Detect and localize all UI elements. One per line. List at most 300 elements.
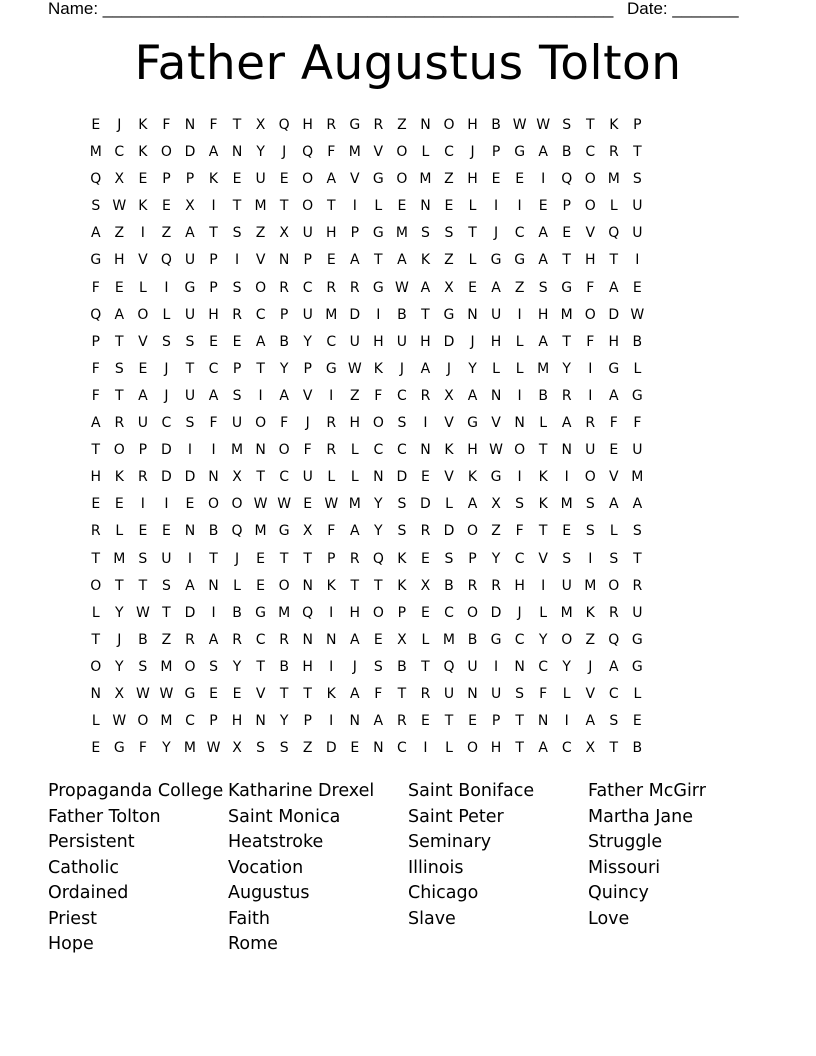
grid-letter: D bbox=[161, 469, 172, 486]
grid-letter: V bbox=[373, 144, 384, 161]
grid-letter: N bbox=[208, 469, 219, 486]
grid-letter: A bbox=[491, 279, 501, 296]
grid-letter: N bbox=[302, 631, 313, 648]
grid-letter: W bbox=[112, 198, 127, 215]
grid-letter: S bbox=[138, 658, 148, 675]
grid-letter: R bbox=[608, 604, 619, 621]
grid-letter: A bbox=[420, 279, 431, 296]
grid-letter: A bbox=[538, 144, 548, 161]
grid-letter: L bbox=[115, 523, 124, 540]
grid-letter: V bbox=[609, 469, 619, 486]
grid-letter: T bbox=[91, 550, 101, 567]
grid-letter: Z bbox=[161, 631, 172, 648]
grid-letter: P bbox=[279, 306, 289, 323]
grid-letter: X bbox=[185, 198, 195, 215]
grid-letter: E bbox=[138, 523, 148, 540]
grid-letter: O bbox=[113, 442, 125, 459]
grid-row bbox=[84, 356, 744, 383]
word-item: Martha Jane bbox=[588, 806, 693, 827]
grid-letter: C bbox=[396, 740, 407, 757]
grid-letter: P bbox=[138, 442, 148, 459]
grid-letter: R bbox=[420, 387, 431, 404]
grid-row bbox=[84, 437, 744, 464]
grid-letter: T bbox=[609, 252, 619, 269]
grid-letter: C bbox=[255, 306, 266, 323]
grid-letter: A bbox=[90, 415, 101, 432]
grid-letter: I bbox=[234, 252, 240, 269]
grid-letter: E bbox=[91, 740, 101, 757]
grid-letter: I bbox=[211, 604, 216, 621]
grid-letter: X bbox=[444, 279, 454, 296]
grid-letter: I bbox=[588, 550, 593, 567]
grid-letter: G bbox=[561, 279, 573, 296]
grid-row bbox=[84, 139, 744, 166]
grid-letter: W bbox=[159, 685, 174, 702]
grid-letter: W bbox=[112, 713, 127, 730]
grid-letter: U bbox=[231, 415, 243, 432]
grid-letter: G bbox=[372, 171, 384, 188]
grid-letter: A bbox=[609, 279, 619, 296]
grid-letter: H bbox=[467, 117, 478, 133]
grid-letter: M bbox=[560, 604, 573, 621]
word-column bbox=[48, 779, 228, 958]
grid-letter: R bbox=[326, 442, 337, 459]
grid-letter: D bbox=[184, 144, 196, 161]
grid-letter: F bbox=[138, 740, 147, 757]
grid-letter: O bbox=[584, 469, 596, 486]
grid-letter: S bbox=[373, 658, 383, 675]
word-item: Faith bbox=[228, 908, 270, 929]
grid-letter: M bbox=[278, 604, 291, 621]
grid-letter: Z bbox=[302, 740, 313, 757]
grid-letter: N bbox=[326, 631, 337, 648]
grid-letter: P bbox=[209, 279, 218, 296]
name-field[interactable]: Name: ______________________________________________________ bbox=[48, 0, 614, 18]
grid-letter: I bbox=[517, 387, 522, 404]
letter-grid bbox=[84, 112, 744, 762]
grid-letter: B bbox=[538, 387, 548, 404]
grid-letter: C bbox=[208, 360, 219, 377]
grid-letter: A bbox=[350, 685, 360, 702]
grid-letter: N bbox=[90, 685, 102, 702]
word-item: Propaganda College bbox=[48, 781, 224, 801]
grid-letter: M bbox=[325, 306, 338, 323]
grid-letter: K bbox=[444, 442, 454, 459]
grid-letter: B bbox=[561, 144, 572, 161]
grid-letter: L bbox=[162, 306, 171, 323]
grid-letter: K bbox=[585, 604, 595, 621]
grid-letter: I bbox=[423, 740, 428, 757]
grid-letter: A bbox=[609, 387, 619, 404]
grid-letter: G bbox=[443, 306, 455, 323]
grid-letter: F bbox=[374, 387, 383, 404]
grid-letter: H bbox=[349, 604, 361, 621]
grid-letter: Z bbox=[255, 225, 266, 242]
grid-letter: I bbox=[494, 658, 499, 675]
grid-letter: E bbox=[326, 252, 336, 269]
header-row bbox=[48, 0, 748, 20]
grid-letter: G bbox=[349, 117, 361, 133]
grid-letter: G bbox=[490, 252, 502, 269]
grid-letter: E bbox=[91, 496, 101, 513]
grid-letter: Z bbox=[114, 225, 125, 242]
grid-letter: U bbox=[302, 306, 313, 323]
grid-letter: R bbox=[326, 415, 337, 432]
grid-letter: O bbox=[137, 713, 149, 730]
grid-letter: U bbox=[137, 415, 148, 432]
grid-letter: A bbox=[538, 740, 548, 757]
grid-letter: X bbox=[279, 225, 289, 242]
grid-letter: D bbox=[420, 496, 431, 513]
grid-letter: O bbox=[584, 171, 596, 188]
grid-letter: Y bbox=[562, 360, 571, 377]
word-item: Heatstroke bbox=[228, 832, 324, 852]
grid-letter: S bbox=[562, 117, 572, 133]
grid-letter: M bbox=[419, 171, 432, 188]
grid-letter: M bbox=[560, 496, 573, 513]
grid-letter: Y bbox=[279, 713, 289, 730]
grid-letter: P bbox=[162, 171, 171, 188]
grid-letter: V bbox=[491, 415, 501, 432]
grid-letter: I bbox=[517, 198, 522, 215]
date-field[interactable]: Date: _______ bbox=[627, 0, 739, 18]
grid-letter: A bbox=[420, 360, 431, 377]
grid-letter: S bbox=[585, 523, 595, 540]
grid-letter: C bbox=[279, 469, 290, 486]
grid-letter: F bbox=[374, 685, 383, 702]
grid-letter: C bbox=[396, 442, 407, 459]
grid-letter: M bbox=[442, 631, 456, 648]
grid-letter: A bbox=[467, 496, 478, 513]
grid-letter: O bbox=[396, 144, 408, 161]
grid-letter: I bbox=[140, 225, 145, 242]
grid-letter: L bbox=[350, 442, 359, 459]
grid-letter: U bbox=[443, 685, 455, 702]
grid-letter: J bbox=[234, 550, 240, 567]
grid-letter: E bbox=[468, 279, 477, 296]
grid-letter: D bbox=[325, 740, 337, 757]
grid-letter: M bbox=[560, 306, 573, 323]
grid-letter: E bbox=[185, 496, 195, 513]
grid-letter: B bbox=[208, 523, 219, 540]
grid-letter: K bbox=[467, 469, 478, 486]
grid-letter: X bbox=[491, 496, 501, 513]
grid-letter: J bbox=[164, 387, 169, 404]
grid-row bbox=[84, 491, 744, 518]
grid-letter: C bbox=[514, 550, 525, 567]
grid-letter: P bbox=[303, 360, 312, 377]
grid-letter: X bbox=[397, 631, 407, 648]
grid-letter: N bbox=[420, 198, 431, 215]
grid-letter: Z bbox=[161, 225, 172, 242]
grid-letter: J bbox=[517, 604, 522, 621]
grid-letter: E bbox=[303, 496, 313, 513]
grid-letter: I bbox=[494, 198, 499, 215]
grid-letter: H bbox=[231, 713, 243, 730]
grid-row bbox=[84, 464, 744, 491]
grid-letter: F bbox=[91, 387, 100, 404]
grid-letter: K bbox=[609, 117, 619, 133]
grid-letter: S bbox=[632, 523, 642, 540]
grid-letter: J bbox=[164, 360, 169, 377]
grid-letter: H bbox=[373, 333, 384, 350]
grid-letter: F bbox=[91, 360, 100, 377]
grid-letter: R bbox=[326, 117, 337, 133]
grid-letter: H bbox=[349, 415, 361, 432]
grid-letter: T bbox=[468, 225, 477, 242]
grid-letter: R bbox=[585, 415, 596, 432]
grid-letter: E bbox=[421, 713, 430, 730]
grid-letter: N bbox=[467, 306, 478, 323]
grid-letter: M bbox=[254, 523, 267, 540]
grid-letter: X bbox=[420, 577, 431, 594]
grid-letter: C bbox=[514, 225, 525, 242]
grid-letter: E bbox=[562, 225, 572, 242]
grid-letter: F bbox=[586, 333, 595, 350]
grid-letter: H bbox=[302, 117, 313, 133]
grid-letter: T bbox=[562, 333, 571, 350]
grid-letter: T bbox=[256, 658, 265, 675]
grid-letter: U bbox=[632, 604, 643, 621]
grid-letter: T bbox=[585, 117, 595, 133]
grid-letter: S bbox=[185, 333, 195, 350]
grid-row bbox=[84, 193, 744, 220]
grid-letter: V bbox=[255, 252, 266, 269]
grid-letter: G bbox=[113, 740, 125, 757]
grid-letter: C bbox=[114, 144, 125, 161]
grid-letter: J bbox=[117, 631, 122, 648]
grid-letter: A bbox=[208, 144, 219, 161]
grid-letter: L bbox=[350, 469, 359, 486]
grid-letter: E bbox=[350, 740, 360, 757]
grid-letter: B bbox=[232, 604, 242, 621]
grid-letter: M bbox=[89, 144, 102, 161]
grid-letter: C bbox=[538, 658, 549, 675]
grid-letter: T bbox=[515, 713, 524, 730]
grid-letter: S bbox=[515, 685, 525, 702]
grid-letter: M bbox=[183, 740, 196, 757]
grid-letter: Q bbox=[231, 523, 243, 540]
grid-letter: N bbox=[255, 713, 266, 730]
grid-letter: R bbox=[279, 279, 290, 296]
grid-letter: K bbox=[397, 577, 407, 594]
grid-letter: T bbox=[279, 550, 289, 567]
grid-letter: R bbox=[138, 469, 148, 486]
grid-letter: Q bbox=[160, 252, 172, 269]
grid-letter: I bbox=[329, 387, 334, 404]
grid-letter: T bbox=[515, 740, 524, 757]
grid-letter: W bbox=[135, 604, 150, 621]
grid-letter: A bbox=[326, 171, 337, 188]
grid-letter: G bbox=[490, 631, 502, 648]
grid-letter: G bbox=[184, 279, 196, 296]
grid-letter: J bbox=[588, 658, 593, 675]
grid-letter: Y bbox=[491, 550, 501, 567]
page-title: Father Augustus Tolton bbox=[134, 36, 682, 91]
grid-letter: I bbox=[517, 306, 522, 323]
grid-letter: T bbox=[562, 252, 571, 269]
grid-letter: G bbox=[372, 225, 384, 242]
grid-letter: U bbox=[585, 442, 596, 459]
grid-letter: O bbox=[443, 117, 455, 133]
grid-letter: T bbox=[279, 198, 289, 215]
grid-letter: R bbox=[232, 631, 242, 648]
grid-letter: S bbox=[397, 523, 407, 540]
grid-letter: S bbox=[444, 550, 454, 567]
grid-letter: M bbox=[113, 550, 126, 567]
grid-letter: I bbox=[164, 496, 169, 513]
grid-letter: L bbox=[445, 496, 453, 513]
grid-letter: H bbox=[490, 333, 502, 350]
grid-letter: A bbox=[467, 387, 478, 404]
grid-letter: E bbox=[256, 577, 266, 594]
grid-letter: R bbox=[561, 387, 572, 404]
grid-letter: O bbox=[514, 442, 526, 459]
grid-letter: L bbox=[138, 279, 147, 296]
grid-letter: I bbox=[541, 577, 546, 594]
grid-letter: T bbox=[303, 685, 312, 702]
grid-letter: J bbox=[470, 144, 475, 161]
grid-letter: A bbox=[350, 523, 360, 540]
grid-letter: O bbox=[467, 740, 479, 757]
grid-letter: T bbox=[115, 387, 124, 404]
word-item: Struggle bbox=[588, 832, 663, 852]
grid-letter: V bbox=[255, 685, 266, 702]
grid-letter: A bbox=[138, 387, 148, 404]
grid-letter: S bbox=[114, 360, 124, 377]
grid-letter: Y bbox=[232, 658, 242, 675]
grid-letter: A bbox=[350, 631, 360, 648]
grid-letter: K bbox=[538, 469, 548, 486]
grid-row bbox=[84, 302, 744, 329]
grid-letter: I bbox=[164, 279, 169, 296]
grid-letter: T bbox=[91, 442, 101, 459]
grid-letter: B bbox=[467, 631, 478, 648]
grid-row bbox=[84, 247, 744, 274]
grid-letter: U bbox=[184, 387, 196, 404]
grid-letter: E bbox=[256, 550, 266, 567]
grid-letter: Y bbox=[562, 658, 571, 675]
grid-letter: M bbox=[160, 713, 173, 730]
grid-letter: Z bbox=[585, 631, 596, 648]
grid-letter: W bbox=[630, 306, 645, 323]
grid-letter: W bbox=[512, 117, 527, 133]
grid-letter: O bbox=[207, 496, 220, 513]
grid-letter: U bbox=[632, 225, 643, 242]
grid-letter: G bbox=[631, 631, 643, 648]
grid-letter: Q bbox=[372, 550, 384, 567]
grid-letter: M bbox=[348, 144, 361, 161]
grid-letter: E bbox=[114, 496, 124, 513]
grid-letter: P bbox=[232, 360, 242, 377]
grid-letter: U bbox=[255, 171, 266, 188]
grid-letter: O bbox=[90, 658, 102, 675]
grid-letter: W bbox=[347, 360, 362, 377]
grid-letter: C bbox=[585, 144, 596, 161]
grid-letter: T bbox=[115, 333, 124, 350]
grid-letter: O bbox=[372, 415, 384, 432]
grid-row bbox=[84, 329, 744, 356]
grid-letter: Z bbox=[444, 252, 454, 269]
grid-letter: M bbox=[395, 225, 408, 242]
grid-letter: A bbox=[279, 387, 289, 404]
grid-letter: W bbox=[253, 496, 268, 513]
grid-letter: M bbox=[348, 496, 361, 513]
grid-letter: N bbox=[208, 577, 219, 594]
grid-letter: J bbox=[399, 360, 404, 377]
grid-letter: C bbox=[326, 333, 337, 350]
grid-letter: G bbox=[490, 469, 502, 486]
grid-letter: L bbox=[91, 604, 100, 621]
grid-letter: N bbox=[184, 117, 196, 133]
grid-letter: H bbox=[325, 225, 337, 242]
grid-letter: M bbox=[631, 469, 644, 486]
grid-letter: Y bbox=[162, 740, 171, 757]
word-item: Saint Peter bbox=[408, 806, 504, 827]
grid-letter: V bbox=[350, 171, 360, 188]
word-item: Chicago bbox=[408, 883, 479, 903]
word-item: Love bbox=[588, 908, 630, 929]
grid-letter: A bbox=[609, 658, 619, 675]
grid-letter: A bbox=[208, 631, 219, 648]
grid-row bbox=[84, 681, 744, 708]
grid-letter: P bbox=[327, 550, 336, 567]
grid-letter: S bbox=[420, 225, 430, 242]
grid-letter: Z bbox=[397, 117, 407, 133]
grid-letter: U bbox=[161, 550, 172, 567]
grid-letter: A bbox=[538, 252, 548, 269]
grid-letter: P bbox=[562, 198, 571, 215]
grid-letter: Y bbox=[303, 333, 312, 350]
grid-letter: P bbox=[491, 713, 501, 730]
grid-letter: T bbox=[326, 198, 336, 215]
grid-letter: U bbox=[349, 333, 360, 350]
grid-letter: F bbox=[633, 415, 642, 432]
grid-letter: A bbox=[632, 496, 643, 513]
grid-row bbox=[84, 735, 744, 762]
grid-letter: E bbox=[397, 198, 407, 215]
grid-letter: Q bbox=[302, 604, 314, 621]
grid-letter: W bbox=[277, 496, 292, 513]
grid-letter: S bbox=[279, 740, 289, 757]
grid-letter: T bbox=[421, 658, 430, 675]
grid-letter: N bbox=[490, 387, 502, 404]
grid-letter: E bbox=[209, 685, 218, 702]
grid-letter: I bbox=[564, 713, 569, 730]
grid-letter: A bbox=[185, 225, 195, 242]
grid-letter: W bbox=[206, 740, 221, 757]
grid-letter: X bbox=[232, 469, 242, 486]
grid-letter: V bbox=[138, 252, 148, 269]
grid-letter: P bbox=[209, 252, 218, 269]
grid-letter: L bbox=[539, 604, 548, 621]
grid-letter: K bbox=[326, 685, 336, 702]
word-item: Katharine Drexel bbox=[228, 781, 375, 801]
grid-letter: P bbox=[350, 225, 360, 242]
grid-letter: E bbox=[421, 604, 430, 621]
grid-letter: L bbox=[609, 523, 618, 540]
grid-letter: K bbox=[326, 577, 336, 594]
grid-letter: T bbox=[350, 577, 360, 594]
grid-letter: L bbox=[562, 685, 571, 702]
grid-letter: C bbox=[514, 631, 525, 648]
grid-letter: J bbox=[305, 415, 310, 432]
grid-letter: Y bbox=[115, 604, 124, 621]
grid-letter: G bbox=[514, 252, 526, 269]
grid-row bbox=[84, 573, 744, 600]
grid-letter: A bbox=[373, 713, 384, 730]
grid-letter: E bbox=[161, 198, 171, 215]
